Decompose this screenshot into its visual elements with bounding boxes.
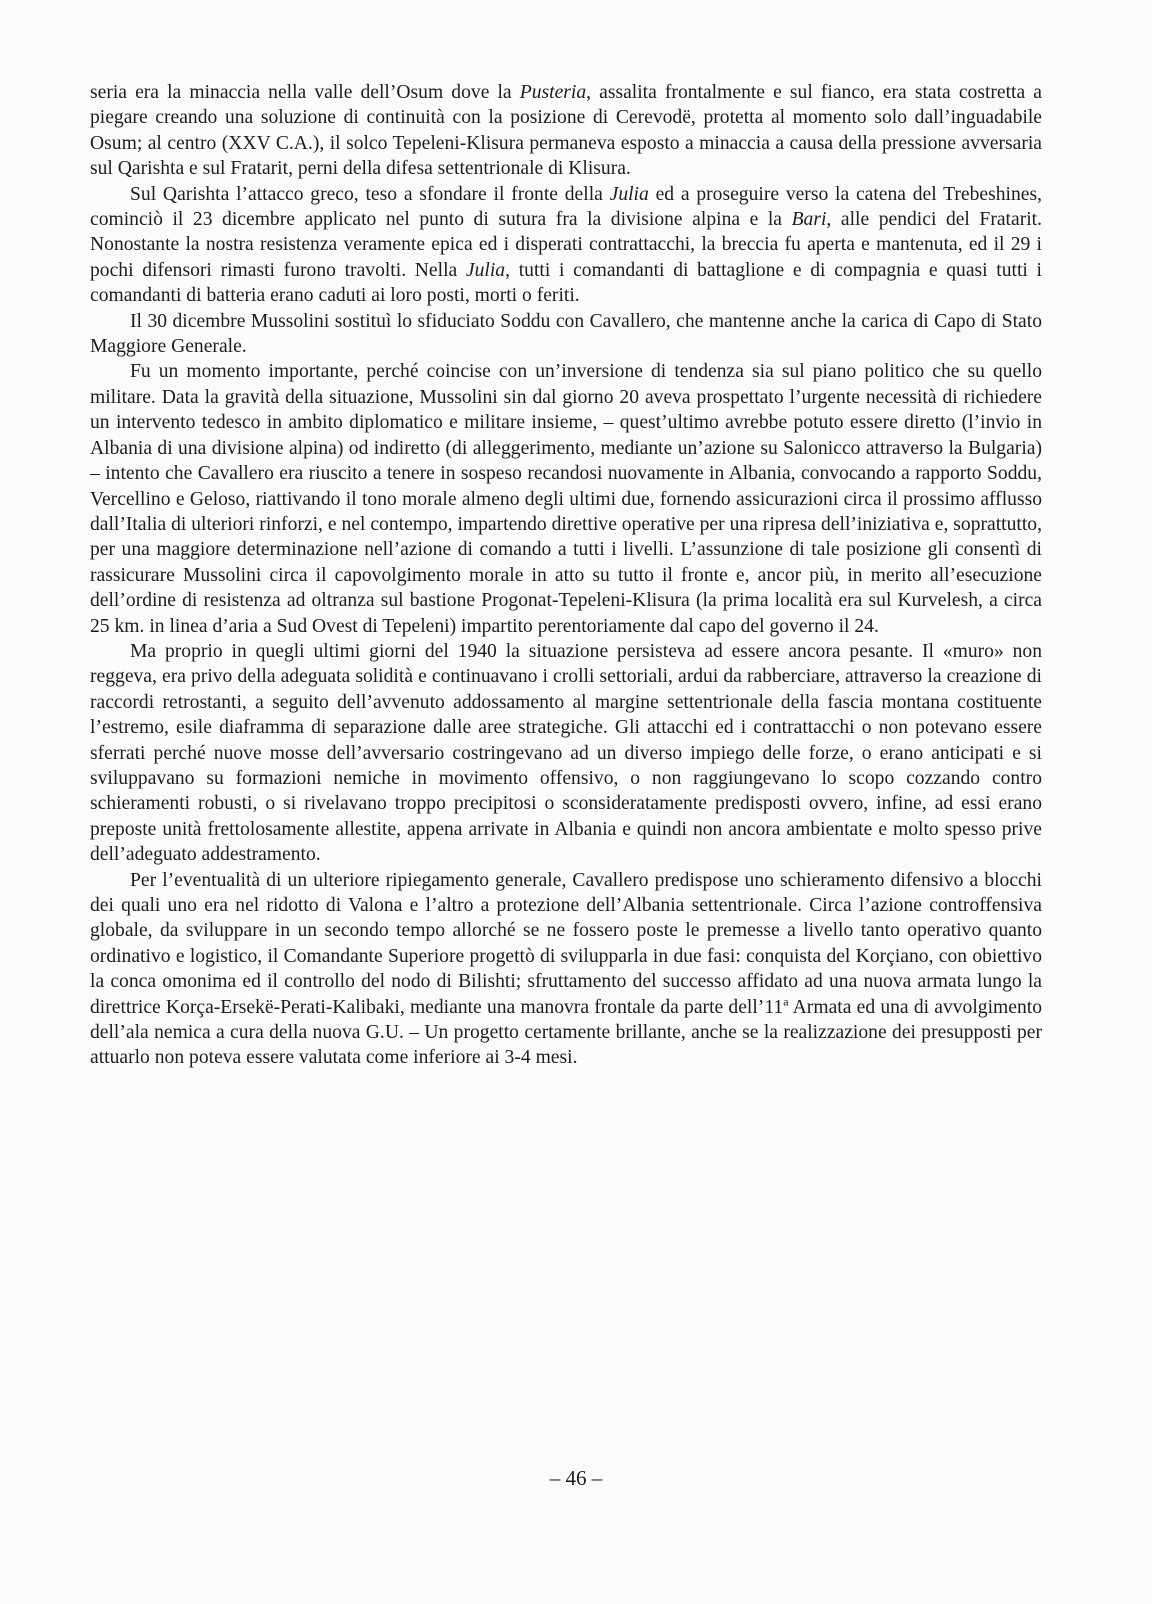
text-run: Ma proprio in quegli ultimi giorni del 1940 la situazione persisteva ad essere ancora pesante. Il «muro» non reggeva, era privo della adeguata solidità e continuavano i crolli settoriali, ardui da rabberciare, attraverso la creazione di raccordi retrostanti, a seguito dell’avvenuto addossamento al margine settentrionale della fascia montana costituente l’estremo, esile diaframma di separazione dalle aree strategiche. Gli attacchi ed i contrattacchi o non potevano essere sferrati perché nuove mosse dell’avversario costringevano ad un diverso impiego delle forze, o erano anticipati e si sviluppavano su formazioni nemiche in movimento offensivo, o non raggiungevano lo scopo cozzando contro schieramenti robusti, o si rivelavano troppo precipitosi o sconsideratamente predisposti ovvero, infine, ad essi erano preposte unità frettolosamente allestite, appena arrivate in Albania e quindi non ancora ambientate e molto spesso prive dell’adeguato addestramento. <box>90 640 1042 866</box>
superscript-text: a <box>783 994 789 1009</box>
text-run: Per l’eventualità di un ulteriore ripiegamento generale, Cavallero predispose uno schieramento difensivo a blocchi dei quali uno era nel ridotto di Valona e l’altro a protezione dell’Albania settentrionale. Circa l’azione controffensiva globale, da sviluppare in un secondo tempo allorché se ne fossero poste le premesse a livello tanto operativo quanto ordinativo e logistico, il Comandante Superiore progettò di svilupparla in due fasi: conquista del Korçiano, con obiettivo la conca omonima ed il controllo del nodo di Bilishti; sfruttamento del successo affidato ad una nuova armata lungo la direttrice Korça-Ersekë-Perati-Kalibaki, mediante una manovra frontale da parte dell’11 <box>90 869 1042 1018</box>
text-run: , alle pendici del Fratarit. Nonostante la nostra resistenza veramente epica ed i disperati contrattacchi, la breccia fu aperta e mantenuta, ed il 29 i pochi difensori rimasti furono travolti. Nella <box>90 209 1043 281</box>
text-run: Sul Qarishta l’attacco greco, teso a sfondare il fronte della <box>130 183 610 205</box>
text-run: Il 30 dicembre Mussolini sostituì lo sfiduciato Soddu con Cavallero, che mantenne anche la carica di Capo di Stato Maggiore Generale. <box>90 310 1042 358</box>
text-run: seria era la minaccia nella valle dell’Osum dove la <box>90 82 520 103</box>
paragraph <box>90 80 1042 182</box>
paragraph <box>90 868 1042 1071</box>
italic-text: Bari <box>791 209 827 231</box>
text-run: Armata ed una di avvolgimento dell’ala nemica a cura della nuova G.U. – Un progetto certamente brillante, anche se la realizzazione dei presupposti per attuarlo non poteva essere valutata come inferiore ai 3-4 mesi. <box>90 996 1043 1069</box>
paragraph <box>90 309 1042 360</box>
paragraph <box>90 359 1042 638</box>
text-run: Fu un momento importante, perché coincise con un’inversione di tendenza sia sul piano politico che su quello militare. Data la gravità della situazione, Mussolini sin dal giorno 20 aveva prospettato l’urgente necessità di richiedere un intervento tedesco in ambito diplomatico e militare insieme, – quest’ultimo avrebbe potuto essere diretto (l’invio in Albania di una divisione alpina) od indiretto (di alleggerimento, mediante un’azione su Salonicco attraverso la Bulgaria) – intento che Cavallero era riuscito a tenere in sospeso recandosi nuovamente in Albania, convocando a rapporto Soddu, Vercellino e Geloso, riattivando il tono morale almeno degli ultimi due, fornendo assicurazioni circa il prossimo afflusso dall’Italia di ulteriori rinforzi, e nel contempo, impartendo direttive operative per una ripresa dell’iniziativa e, soprattutto, per una maggiore determinazione nell’azione di comando a tutti i livelli. L’assunzione di tale posizione gli consentì di rassicurare Mussolini circa il capovolgimento morale in atto su tutto il fronte e, ancor più, in merito all’esecuzione dell’ordine di resistenza ad oltranza sul bastione Progonat-Tepeleni-Klisura (la prima località era sul Kurvelesh, a circa 25 km. in linea d’aria a Sud Ovest di Tepeleni) impartito perentoriamente dal capo del governo il 24. <box>90 361 1042 637</box>
paragraph <box>90 182 1042 309</box>
text-run: , tutti i comandanti di battaglione e di compagnia e quasi tutti i comandanti di batteria erano caduti ai loro posti, morti o feriti. <box>90 259 1042 307</box>
page-number: – 46 – <box>549 1466 603 1490</box>
paragraph <box>90 639 1042 868</box>
italic-text: Julia <box>609 183 649 205</box>
text-run: , assalita frontalmente e sul fianco, era stata costretta a piegare creando una soluzione di continuità con la posizione di Cerevodë, protetta al momento solo dall’inguadabile Osum; al centro (XXV C.A.), il solco Tepeleni-Klisura permaneva esposto a minaccia a causa della pressione avversaria sul Qarishta e sul Fratarit, perni della difesa settentrionale di Klisura. <box>90 82 1042 180</box>
italic-text: Pusteria <box>519 82 587 103</box>
document-body <box>90 80 1042 1071</box>
text-run: ed a proseguire verso la catena del Trebeshines, cominciò il 23 dicembre applicato nel punto di sutura fra la divisione alpina e la <box>90 183 1042 231</box>
italic-text: Julia <box>465 259 506 281</box>
